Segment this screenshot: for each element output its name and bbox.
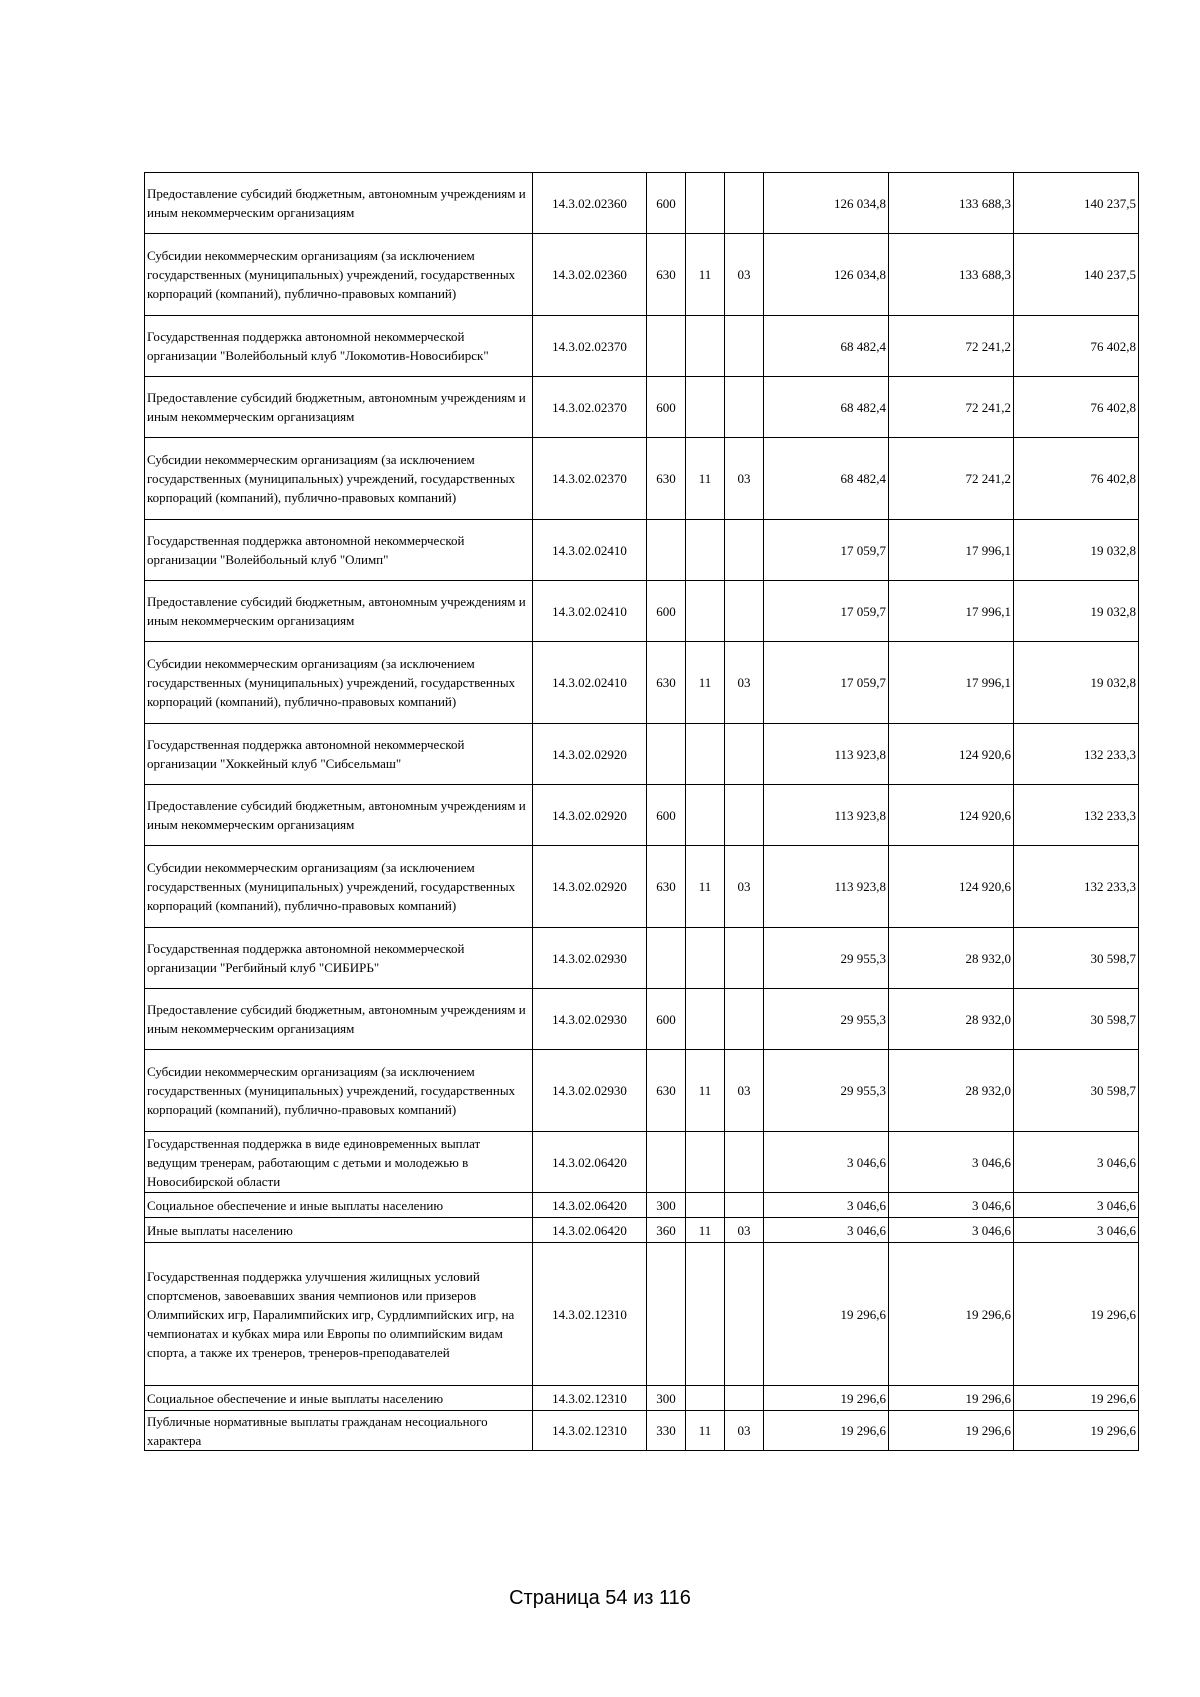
row-amount-year3-cell: 19 032,8 bbox=[1014, 520, 1139, 581]
row-amount-year3-cell: 3 046,6 bbox=[1014, 1132, 1139, 1193]
row-name-cell: Предоставление субсидий бюджетным, автономным учреждениям и иным некоммерческим организациям bbox=[145, 173, 533, 234]
table-row bbox=[145, 1193, 1139, 1218]
row-code-cell: 14.3.02.02410 bbox=[533, 520, 647, 581]
row-name-cell: Предоставление субсидий бюджетным, автономным учреждениям и иным некоммерческим организациям bbox=[145, 989, 533, 1050]
row-section-cell bbox=[686, 1132, 725, 1193]
row-amount-year1-cell: 68 482,4 bbox=[764, 377, 889, 438]
row-code-cell: 14.3.02.12310 bbox=[533, 1243, 647, 1386]
row-subsection-cell bbox=[725, 724, 764, 785]
row-name-cell: Предоставление субсидий бюджетным, автономным учреждениям и иным некоммерческим организациям bbox=[145, 581, 533, 642]
row-amount-year1-cell: 19 296,6 bbox=[764, 1411, 889, 1451]
row-code-cell: 14.3.02.02930 bbox=[533, 928, 647, 989]
row-expense-type-cell bbox=[647, 1132, 686, 1193]
page-number: Страница 54 из 116 bbox=[509, 1587, 691, 1609]
row-amount-year2-cell: 124 920,6 bbox=[889, 846, 1014, 928]
row-expense-type-cell: 330 bbox=[647, 1411, 686, 1451]
row-amount-year3-cell: 3 046,6 bbox=[1014, 1193, 1139, 1218]
row-amount-year3-cell: 140 237,5 bbox=[1014, 234, 1139, 316]
row-code-cell: 14.3.02.02930 bbox=[533, 989, 647, 1050]
row-subsection-cell: 03 bbox=[725, 642, 764, 724]
table-row bbox=[145, 1218, 1139, 1243]
row-expense-type-cell bbox=[647, 316, 686, 377]
row-expense-type-cell: 600 bbox=[647, 785, 686, 846]
row-expense-type-cell: 300 bbox=[647, 1193, 686, 1218]
table-row bbox=[145, 928, 1139, 989]
row-expense-type-cell: 300 bbox=[647, 1386, 686, 1411]
table-row bbox=[145, 377, 1139, 438]
table-row bbox=[145, 989, 1139, 1050]
row-section-cell bbox=[686, 377, 725, 438]
row-amount-year2-cell: 17 996,1 bbox=[889, 642, 1014, 724]
row-amount-year2-cell: 28 932,0 bbox=[889, 928, 1014, 989]
table-row bbox=[145, 1050, 1139, 1132]
row-expense-type-cell: 630 bbox=[647, 1050, 686, 1132]
row-amount-year3-cell: 3 046,6 bbox=[1014, 1218, 1139, 1243]
row-amount-year2-cell: 19 296,6 bbox=[889, 1411, 1014, 1451]
row-amount-year1-cell: 17 059,7 bbox=[764, 520, 889, 581]
row-expense-type-cell: 630 bbox=[647, 234, 686, 316]
row-subsection-cell bbox=[725, 1193, 764, 1218]
row-subsection-cell bbox=[725, 1243, 764, 1386]
row-amount-year3-cell: 30 598,7 bbox=[1014, 1050, 1139, 1132]
row-name-cell: Предоставление субсидий бюджетным, автономным учреждениям и иным некоммерческим организациям bbox=[145, 377, 533, 438]
row-expense-type-cell: 600 bbox=[647, 989, 686, 1050]
table-row bbox=[145, 438, 1139, 520]
row-amount-year3-cell: 132 233,3 bbox=[1014, 785, 1139, 846]
row-subsection-cell bbox=[725, 785, 764, 846]
table-row bbox=[145, 1243, 1139, 1386]
row-amount-year2-cell: 133 688,3 bbox=[889, 173, 1014, 234]
row-amount-year1-cell: 29 955,3 bbox=[764, 928, 889, 989]
row-amount-year1-cell: 29 955,3 bbox=[764, 1050, 889, 1132]
table-row bbox=[145, 520, 1139, 581]
row-amount-year1-cell: 68 482,4 bbox=[764, 316, 889, 377]
row-expense-type-cell: 630 bbox=[647, 438, 686, 520]
row-amount-year3-cell: 76 402,8 bbox=[1014, 316, 1139, 377]
row-subsection-cell: 03 bbox=[725, 1218, 764, 1243]
row-name-cell: Иные выплаты населению bbox=[145, 1218, 533, 1243]
row-name-cell: Субсидии некоммерческим организациям (за исключением государственных (муниципальных) учреждений, государственных корпораций (компаний), публично-правовых компаний) bbox=[145, 846, 533, 928]
row-subsection-cell: 03 bbox=[725, 438, 764, 520]
row-expense-type-cell: 600 bbox=[647, 581, 686, 642]
row-name-cell: Субсидии некоммерческим организациям (за исключением государственных (муниципальных) учреждений, государственных корпораций (компаний), публично-правовых компаний) bbox=[145, 438, 533, 520]
row-amount-year1-cell: 3 046,6 bbox=[764, 1193, 889, 1218]
row-amount-year2-cell: 133 688,3 bbox=[889, 234, 1014, 316]
row-section-cell: 11 bbox=[686, 642, 725, 724]
row-name-cell: Государственная поддержка автономной некоммерческой организации "Хоккейный клуб "Сибсельмаш" bbox=[145, 724, 533, 785]
row-code-cell: 14.3.02.02930 bbox=[533, 1050, 647, 1132]
row-amount-year3-cell: 30 598,7 bbox=[1014, 928, 1139, 989]
row-amount-year1-cell: 113 923,8 bbox=[764, 724, 889, 785]
row-section-cell bbox=[686, 173, 725, 234]
row-subsection-cell bbox=[725, 1132, 764, 1193]
row-amount-year2-cell: 72 241,2 bbox=[889, 377, 1014, 438]
row-amount-year3-cell: 19 296,6 bbox=[1014, 1243, 1139, 1386]
row-expense-type-cell: 600 bbox=[647, 377, 686, 438]
table-row bbox=[145, 316, 1139, 377]
row-expense-type-cell: 360 bbox=[647, 1218, 686, 1243]
row-expense-type-cell: 630 bbox=[647, 642, 686, 724]
row-subsection-cell bbox=[725, 377, 764, 438]
row-section-cell bbox=[686, 785, 725, 846]
row-amount-year1-cell: 113 923,8 bbox=[764, 846, 889, 928]
row-name-cell: Государственная поддержка автономной некоммерческой организации "Волейбольный клуб "Локомотив-Новосибирск" bbox=[145, 316, 533, 377]
row-amount-year2-cell: 17 996,1 bbox=[889, 581, 1014, 642]
row-code-cell: 14.3.02.06420 bbox=[533, 1218, 647, 1243]
row-section-cell: 11 bbox=[686, 1218, 725, 1243]
row-amount-year1-cell: 68 482,4 bbox=[764, 438, 889, 520]
row-expense-type-cell bbox=[647, 928, 686, 989]
row-amount-year3-cell: 19 032,8 bbox=[1014, 581, 1139, 642]
row-section-cell: 11 bbox=[686, 438, 725, 520]
row-name-cell: Государственная поддержка в виде единовременных выплат ведущим тренерам, работающим с детьми и молодежью в Новосибирской области bbox=[145, 1132, 533, 1193]
row-section-cell bbox=[686, 989, 725, 1050]
row-amount-year1-cell: 17 059,7 bbox=[764, 581, 889, 642]
row-subsection-cell bbox=[725, 173, 764, 234]
row-code-cell: 14.3.02.06420 bbox=[533, 1132, 647, 1193]
row-expense-type-cell: 600 bbox=[647, 173, 686, 234]
row-name-cell: Социальное обеспечение и иные выплаты населению bbox=[145, 1386, 533, 1411]
row-code-cell: 14.3.02.02410 bbox=[533, 581, 647, 642]
row-amount-year2-cell: 17 996,1 bbox=[889, 520, 1014, 581]
row-code-cell: 14.3.02.06420 bbox=[533, 1193, 647, 1218]
row-name-cell: Государственная поддержка улучшения жилищных условий спортсменов, завоевавших звания чемпионов или призеров Олимпийских игр, Паралимпийских игр, Сурдлимпийских игр, на чемпионатах и кубках мира или Европы по олимпийским видам спорта, а также их тренеров, тренеров-преподавателей bbox=[145, 1243, 533, 1386]
row-name-cell: Субсидии некоммерческим организациям (за исключением государственных (муниципальных) учреждений, государственных корпораций (компаний), публично-правовых компаний) bbox=[145, 1050, 533, 1132]
row-subsection-cell bbox=[725, 1386, 764, 1411]
row-amount-year1-cell: 3 046,6 bbox=[764, 1218, 889, 1243]
row-code-cell: 14.3.02.02360 bbox=[533, 173, 647, 234]
row-subsection-cell bbox=[725, 989, 764, 1050]
row-amount-year3-cell: 30 598,7 bbox=[1014, 989, 1139, 1050]
row-name-cell: Государственная поддержка автономной некоммерческой организации "Регбийный клуб "СИБИРЬ" bbox=[145, 928, 533, 989]
table-row bbox=[145, 173, 1139, 234]
row-amount-year2-cell: 3 046,6 bbox=[889, 1218, 1014, 1243]
row-section-cell: 11 bbox=[686, 234, 725, 316]
row-name-cell: Публичные нормативные выплаты гражданам несоциального характера bbox=[145, 1411, 533, 1451]
row-amount-year3-cell: 132 233,3 bbox=[1014, 846, 1139, 928]
row-subsection-cell: 03 bbox=[725, 234, 764, 316]
row-amount-year1-cell: 19 296,6 bbox=[764, 1386, 889, 1411]
table-row bbox=[145, 1132, 1139, 1193]
table-row bbox=[145, 724, 1139, 785]
row-expense-type-cell bbox=[647, 724, 686, 785]
row-amount-year1-cell: 113 923,8 bbox=[764, 785, 889, 846]
row-section-cell bbox=[686, 724, 725, 785]
row-subsection-cell bbox=[725, 581, 764, 642]
row-expense-type-cell bbox=[647, 1243, 686, 1386]
row-name-cell: Социальное обеспечение и иные выплаты населению bbox=[145, 1193, 533, 1218]
row-amount-year2-cell: 19 296,6 bbox=[889, 1243, 1014, 1386]
row-code-cell: 14.3.02.02920 bbox=[533, 724, 647, 785]
row-amount-year1-cell: 29 955,3 bbox=[764, 989, 889, 1050]
row-code-cell: 14.3.02.02920 bbox=[533, 785, 647, 846]
row-name-cell: Государственная поддержка автономной некоммерческой организации "Волейбольный клуб "Олимп" bbox=[145, 520, 533, 581]
row-amount-year1-cell: 3 046,6 bbox=[764, 1132, 889, 1193]
row-subsection-cell: 03 bbox=[725, 1050, 764, 1132]
row-code-cell: 14.3.02.02370 bbox=[533, 316, 647, 377]
table-row bbox=[145, 581, 1139, 642]
row-name-cell: Предоставление субсидий бюджетным, автономным учреждениям и иным некоммерческим организациям bbox=[145, 785, 533, 846]
row-name-cell: Субсидии некоммерческим организациям (за исключением государственных (муниципальных) учреждений, государственных корпораций (компаний), публично-правовых компаний) bbox=[145, 234, 533, 316]
row-expense-type-cell: 630 bbox=[647, 846, 686, 928]
table-row bbox=[145, 846, 1139, 928]
table-row bbox=[145, 642, 1139, 724]
table-row bbox=[145, 1411, 1139, 1451]
row-amount-year2-cell: 3 046,6 bbox=[889, 1193, 1014, 1218]
row-code-cell: 14.3.02.02370 bbox=[533, 377, 647, 438]
row-amount-year2-cell: 124 920,6 bbox=[889, 724, 1014, 785]
row-amount-year3-cell: 132 233,3 bbox=[1014, 724, 1139, 785]
table-row bbox=[145, 234, 1139, 316]
row-code-cell: 14.3.02.02410 bbox=[533, 642, 647, 724]
row-section-cell: 11 bbox=[686, 1411, 725, 1451]
row-code-cell: 14.3.02.02920 bbox=[533, 846, 647, 928]
row-amount-year2-cell: 28 932,0 bbox=[889, 1050, 1014, 1132]
row-section-cell bbox=[686, 520, 725, 581]
row-amount-year1-cell: 126 034,8 bbox=[764, 173, 889, 234]
row-subsection-cell: 03 bbox=[725, 846, 764, 928]
row-section-cell bbox=[686, 1386, 725, 1411]
row-section-cell bbox=[686, 1243, 725, 1386]
row-subsection-cell bbox=[725, 520, 764, 581]
row-subsection-cell bbox=[725, 316, 764, 377]
row-amount-year3-cell: 76 402,8 bbox=[1014, 377, 1139, 438]
row-amount-year1-cell: 17 059,7 bbox=[764, 642, 889, 724]
row-expense-type-cell bbox=[647, 520, 686, 581]
row-amount-year2-cell: 3 046,6 bbox=[889, 1132, 1014, 1193]
row-code-cell: 14.3.02.12310 bbox=[533, 1411, 647, 1451]
row-name-cell: Субсидии некоммерческим организациям (за исключением государственных (муниципальных) учреждений, государственных корпораций (компаний), публично-правовых компаний) bbox=[145, 642, 533, 724]
budget-table-body bbox=[145, 173, 1139, 1451]
row-amount-year3-cell: 19 032,8 bbox=[1014, 642, 1139, 724]
row-amount-year2-cell: 19 296,6 bbox=[889, 1386, 1014, 1411]
row-section-cell bbox=[686, 1193, 725, 1218]
row-amount-year3-cell: 140 237,5 bbox=[1014, 173, 1139, 234]
row-amount-year3-cell: 76 402,8 bbox=[1014, 438, 1139, 520]
row-amount-year2-cell: 72 241,2 bbox=[889, 438, 1014, 520]
table-row bbox=[145, 1386, 1139, 1411]
row-subsection-cell: 03 bbox=[725, 1411, 764, 1451]
row-amount-year2-cell: 72 241,2 bbox=[889, 316, 1014, 377]
row-section-cell bbox=[686, 581, 725, 642]
budget-table bbox=[144, 172, 1139, 1451]
row-amount-year2-cell: 28 932,0 bbox=[889, 989, 1014, 1050]
row-code-cell: 14.3.02.02360 bbox=[533, 234, 647, 316]
row-section-cell: 11 bbox=[686, 1050, 725, 1132]
row-amount-year1-cell: 126 034,8 bbox=[764, 234, 889, 316]
row-section-cell bbox=[686, 316, 725, 377]
table-row bbox=[145, 785, 1139, 846]
row-amount-year2-cell: 124 920,6 bbox=[889, 785, 1014, 846]
row-section-cell bbox=[686, 928, 725, 989]
row-subsection-cell bbox=[725, 928, 764, 989]
row-amount-year3-cell: 19 296,6 bbox=[1014, 1386, 1139, 1411]
row-amount-year1-cell: 19 296,6 bbox=[764, 1243, 889, 1386]
row-code-cell: 14.3.02.02370 bbox=[533, 438, 647, 520]
row-amount-year3-cell: 19 296,6 bbox=[1014, 1411, 1139, 1451]
row-code-cell: 14.3.02.12310 bbox=[533, 1386, 647, 1411]
row-section-cell: 11 bbox=[686, 846, 725, 928]
